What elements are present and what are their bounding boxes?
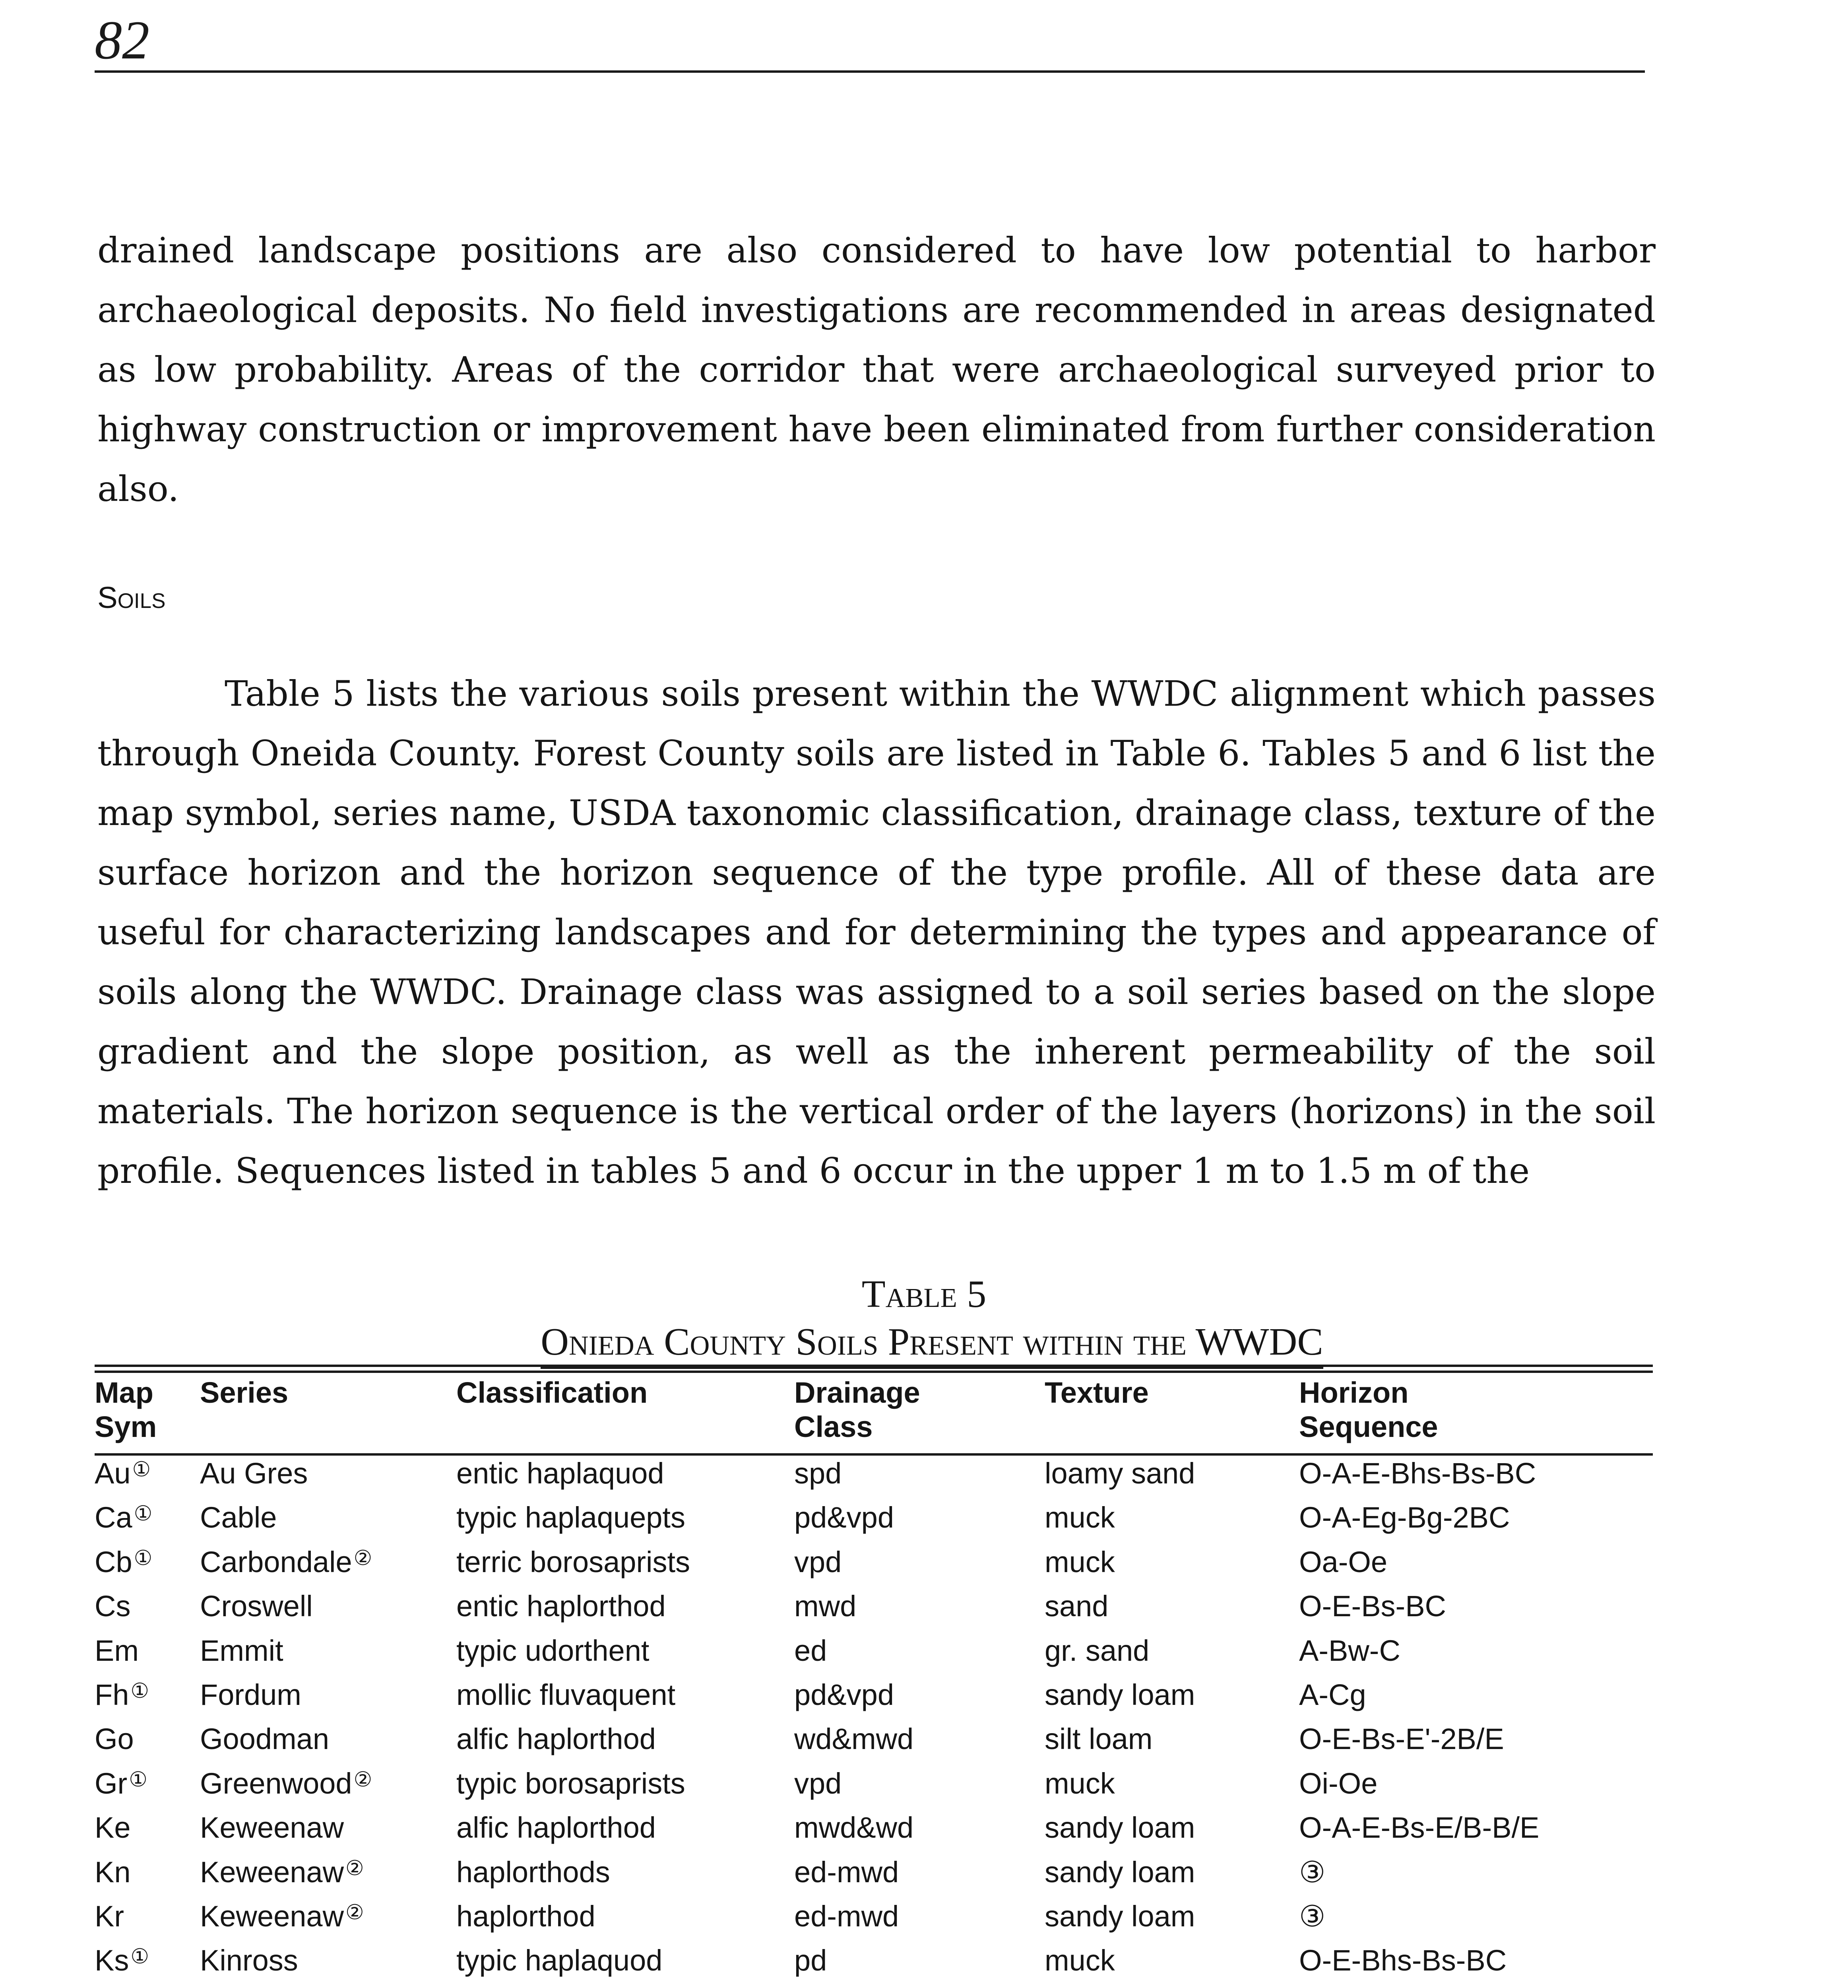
- footnote-mark: ②: [345, 1901, 364, 1924]
- cell-series: Keweenaw②: [200, 1855, 364, 1889]
- cell-classification: typic udorthent: [456, 1634, 650, 1667]
- table-caption: [0, 1270, 1848, 1369]
- cell-drainage: ed-mwd: [794, 1899, 899, 1933]
- cell-series: Emmit: [200, 1634, 283, 1667]
- cell-drainage: pd&vpd: [794, 1501, 894, 1534]
- cell-texture: sandy loam: [1045, 1811, 1195, 1844]
- cell-horizon-sequence: ③: [1299, 1855, 1326, 1889]
- cell-map-sym: Gr①: [95, 1767, 147, 1800]
- cell-classification: haplorthod: [456, 1899, 595, 1933]
- cell-horizon-sequence: A-Bw-C: [1299, 1634, 1400, 1667]
- cell-map-sym: Em: [95, 1634, 139, 1667]
- cell-drainage: wd&mwd: [794, 1722, 914, 1756]
- table-row: [95, 1765, 1653, 1809]
- cell-texture: loamy sand: [1045, 1457, 1195, 1490]
- cell-series: Au Gres: [200, 1457, 308, 1490]
- cell-horizon-sequence: Oa-Oe: [1299, 1545, 1388, 1578]
- cell-texture: sandy loam: [1045, 1678, 1195, 1711]
- cell-classification: entic haplaquod: [456, 1457, 664, 1490]
- cell-map-sym: Cb①: [95, 1545, 153, 1578]
- footnote-mark: ①: [134, 1502, 153, 1526]
- cell-series: Cable: [200, 1501, 277, 1534]
- table-row: [95, 1633, 1653, 1677]
- table-header-row: [95, 1376, 1653, 1455]
- page-number: 82: [95, 10, 149, 70]
- cell-series: Keweenaw②: [200, 1899, 364, 1933]
- cell-series: Kinross: [200, 1944, 298, 1977]
- footnote-mark: ②: [353, 1546, 372, 1570]
- cell-drainage: spd: [794, 1457, 842, 1490]
- cell-horizon-sequence: O-A-E-Bhs-Bs-BC: [1299, 1457, 1536, 1490]
- cell-classification: alfic haplorthod: [456, 1722, 656, 1756]
- cell-drainage: pd&vpd: [794, 1678, 894, 1711]
- cell-map-sym: Ke: [95, 1811, 131, 1844]
- header-rule: [95, 70, 1645, 73]
- footnote-mark: ①: [132, 1458, 151, 1481]
- cell-horizon-sequence: A-Cg: [1299, 1678, 1366, 1711]
- cell-texture: muck: [1045, 1545, 1115, 1578]
- cell-texture: sandy loam: [1045, 1899, 1195, 1933]
- cell-horizon-sequence: O-E-Bs-E'-2B/E: [1299, 1722, 1504, 1756]
- cell-map-sym: Ks①: [95, 1944, 149, 1977]
- table-row: [95, 1721, 1653, 1765]
- cell-series: Goodman: [200, 1722, 329, 1756]
- cell-classification: entic haplorthod: [456, 1590, 666, 1623]
- footnote-mark: ①: [129, 1768, 147, 1791]
- cell-texture: sandy loam: [1045, 1855, 1195, 1889]
- table-row: [95, 1588, 1653, 1632]
- cell-map-sym: Cs: [95, 1590, 131, 1623]
- cell-classification: mollic fluvaquent: [456, 1678, 676, 1711]
- cell-horizon-sequence: ③: [1299, 1899, 1326, 1933]
- cell-series: Keweenaw: [200, 1811, 344, 1844]
- table-top-rule: [95, 1365, 1653, 1367]
- cell-drainage: mwd: [794, 1590, 857, 1623]
- table-row: [95, 1455, 1653, 1499]
- cell-series: Carbondale②: [200, 1545, 372, 1578]
- table-row: [95, 1854, 1653, 1898]
- footnote-mark: ②: [345, 1856, 364, 1880]
- table-number: Table 5: [861, 1273, 987, 1316]
- cell-texture: muck: [1045, 1944, 1115, 1977]
- cell-classification: terric borosaprists: [456, 1545, 690, 1578]
- footnote-mark: ②: [353, 1768, 372, 1791]
- cell-texture: gr. sand: [1045, 1634, 1150, 1667]
- body-paragraph-2: Table 5 lists the various soils present within the WWDC alignment which passes through Oneida County. Forest County soils are listed in Table 6. Tables 5 and 6 list the map symbol, series name, USDA taxonomic classification, drainage class, texture of the surface horizon and the horizon sequence of the type profile. All of these data are useful for characterizing landscapes and for determining the types and appearance of soils along the WWDC. Drainage class was assigned to a soil series based on the slope gradient and the slope position, as well as the inherent permeability of the soil materials. The horizon sequence is the vertical order of the layers (horizons) in the soil profile. Sequences listed in tables 5 and 6 occur in the upper 1 m to 1.5 m of the: [97, 673, 1656, 1191]
- cell-drainage: vpd: [794, 1545, 842, 1578]
- cell-drainage: ed-mwd: [794, 1855, 899, 1889]
- header-map-sym: Map Sym: [95, 1376, 157, 1443]
- cell-classification: typic haplaquod: [456, 1944, 663, 1977]
- cell-map-sym: Kr: [95, 1899, 124, 1933]
- header-classification: Classification: [456, 1376, 648, 1409]
- cell-series: Fordum: [200, 1678, 301, 1711]
- footnote-mark: ①: [130, 1679, 149, 1703]
- cell-map-sym: Ca①: [95, 1501, 153, 1534]
- table-row: [95, 1898, 1653, 1942]
- table-row: [95, 1544, 1653, 1588]
- header-texture: Texture: [1045, 1376, 1149, 1409]
- cell-horizon-sequence: Oi-Oe: [1299, 1767, 1378, 1800]
- header-horizon-sequence: Horizon Sequence: [1299, 1376, 1438, 1443]
- cell-map-sym: Kn: [95, 1855, 131, 1889]
- cell-drainage: pd: [794, 1944, 827, 1977]
- table-body: [95, 1455, 1653, 1988]
- cell-series: Greenwood②: [200, 1767, 372, 1800]
- cell-texture: silt loam: [1045, 1722, 1153, 1756]
- cell-classification: typic borosaprists: [456, 1767, 685, 1800]
- soil-table: [95, 1376, 1653, 1988]
- table-title: Onieda County Soils Present within the WWDC: [541, 1318, 1323, 1369]
- table-row: [95, 1499, 1653, 1543]
- footnote-mark: ①: [130, 1945, 149, 1969]
- cell-series: Croswell: [200, 1590, 313, 1623]
- cell-drainage: vpd: [794, 1767, 842, 1800]
- cell-texture: muck: [1045, 1767, 1115, 1800]
- cell-drainage: ed: [794, 1634, 827, 1667]
- header-series: Series: [200, 1376, 289, 1409]
- cell-drainage: mwd&wd: [794, 1811, 914, 1844]
- cell-map-sym: Fh①: [95, 1678, 149, 1711]
- cell-classification: typic haplaquepts: [456, 1501, 685, 1534]
- header-drainage-class: Drainage Class: [794, 1376, 920, 1443]
- cell-texture: muck: [1045, 1501, 1115, 1534]
- cell-map-sym: Go: [95, 1722, 134, 1756]
- cell-horizon-sequence: O-E-Bs-BC: [1299, 1590, 1446, 1623]
- table-row: [95, 1677, 1653, 1721]
- table-top-rule-2: [95, 1371, 1653, 1373]
- footnote-mark: ①: [134, 1546, 153, 1570]
- section-heading-soils: Soils: [97, 581, 166, 615]
- cell-texture: sand: [1045, 1590, 1109, 1623]
- cell-horizon-sequence: O-A-Eg-Bg-2BC: [1299, 1501, 1510, 1534]
- cell-horizon-sequence: O-E-Bhs-Bs-BC: [1299, 1944, 1507, 1977]
- cell-classification: alfic haplorthod: [456, 1811, 656, 1844]
- cell-classification: haplorthods: [456, 1855, 610, 1889]
- cell-horizon-sequence: O-A-E-Bs-E/B-B/E: [1299, 1811, 1540, 1844]
- table-row: [95, 1809, 1653, 1854]
- cell-map-sym: Au①: [95, 1457, 151, 1490]
- table-row: [95, 1942, 1653, 1986]
- body-paragraph-1: drained landscape positions are also considered to have low potential to harbor archaeological deposits. No field investigations are recommended in areas designated as low probability. Areas of the corridor that were archaeological surveyed prior to highway construction or improvement have been eliminated from further consideration also.: [97, 230, 1656, 509]
